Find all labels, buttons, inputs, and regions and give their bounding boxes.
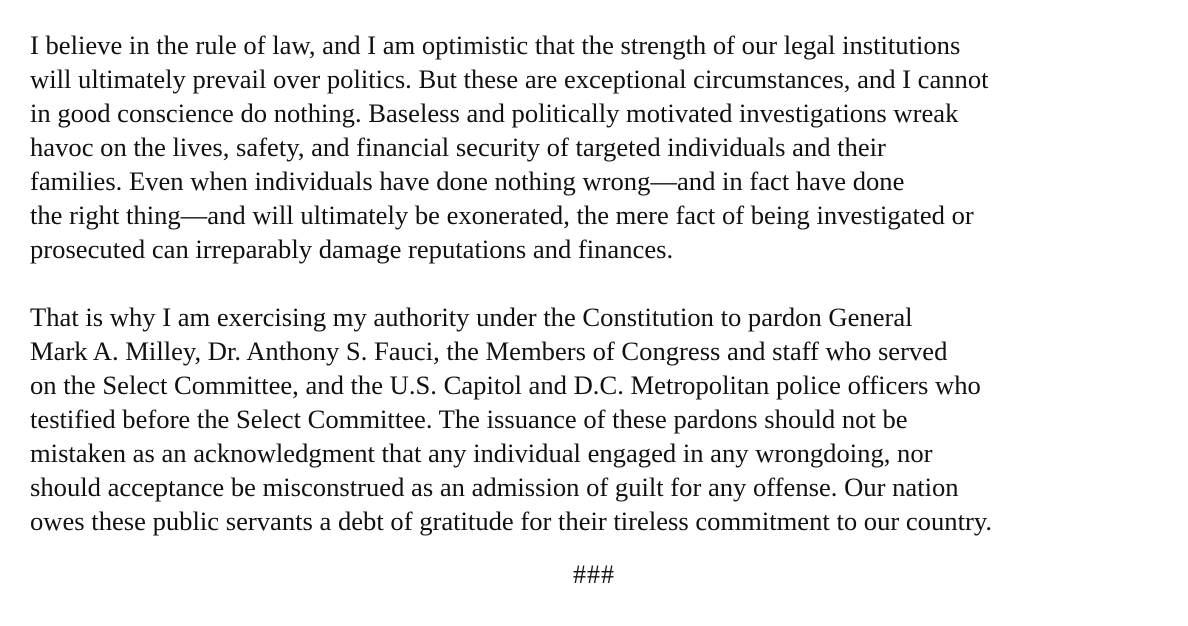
paragraph-line: families. Even when individuals have done nothing wrong—and in fact have done [30,166,905,196]
paragraph-rule-of-law [30,28,1170,266]
end-of-release-mark: ### [573,560,615,589]
paragraph-line: That is why I am exercising my authority under the Constitution to pardon General [30,302,913,332]
paragraph-line: havoc on the lives, safety, and financial security of targeted individuals and their [30,132,886,162]
paragraph-line: I believe in the rule of law, and I am optimistic that the strength of our legal institutions [30,30,961,60]
paragraph-line: prosecuted can irreparably damage reputations and finances. [30,234,674,264]
paragraph-pardon [30,300,1170,538]
paragraph-line: will ultimately prevail over politics. But these are exceptional circumstances, and I cannot [30,64,989,94]
paragraph-line: mistaken as an acknowledgment that any individual engaged in any wrongdoing, nor [30,438,933,468]
paragraph-line: Mark A. Milley, Dr. Anthony S. Fauci, the Members of Congress and staff who served [30,336,948,366]
document-body [30,28,1170,538]
paragraph-line: owes these public servants a debt of gratitude for their tireless commitment to our country. [30,506,993,536]
paragraph-line: in good conscience do nothing. Baseless and politically motivated investigations wreak [30,98,959,128]
paragraph-line: should acceptance be misconstrued as an admission of guilt for any offense. Our nation [30,472,959,502]
paragraph-line: the right thing—and will ultimately be exonerated, the mere fact of being investigated or [30,200,974,230]
paragraph-line: on the Select Committee, and the U.S. Capitol and D.C. Metropolitan police officers who [30,370,981,400]
paragraph-line: testified before the Select Committee. The issuance of these pardons should not be [30,404,908,434]
